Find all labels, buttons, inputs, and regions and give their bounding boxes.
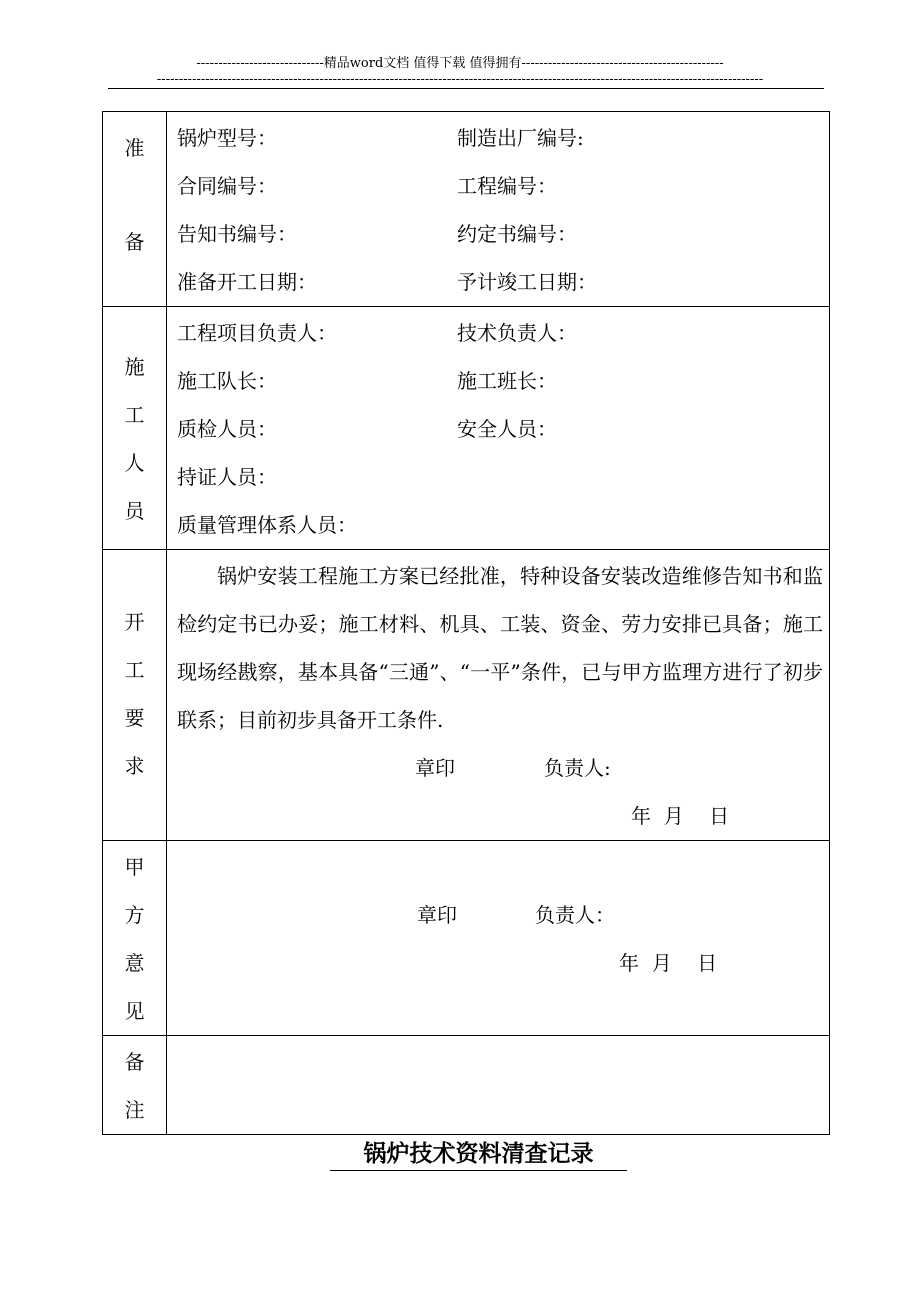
- field-row: [167, 162, 829, 210]
- technical-lead-field: 技术负责人：: [457, 321, 577, 345]
- section-label-staff: [103, 307, 167, 550]
- boiler-model-field: 锅炉型号：: [177, 126, 277, 150]
- notice-number-field: 告知书编号：: [177, 222, 297, 246]
- field-row: [167, 309, 829, 357]
- label-char: 开: [124, 610, 145, 634]
- label-char: 注: [124, 1098, 145, 1122]
- signature-row: [167, 891, 829, 939]
- date-row: [167, 792, 829, 840]
- header-banner: -----------------------------精品word文档 值得下载 值得拥有----------------------------------------------: [196, 56, 724, 71]
- date-label: 年 月 日: [631, 804, 730, 828]
- field-row: [167, 453, 829, 501]
- responsible-person-label: 负责人：: [535, 903, 615, 927]
- label-char: 工: [124, 658, 145, 682]
- factory-serial-field: 制造出厂编号:: [457, 126, 584, 150]
- label-char: 备: [124, 1050, 145, 1074]
- label-char: 要: [124, 706, 145, 730]
- label-char: 工: [124, 403, 145, 427]
- field-row: [167, 357, 829, 405]
- section-label-owner: [103, 841, 167, 1036]
- qms-staff-field: 质量管理体系人员：: [177, 513, 357, 537]
- date-row: [167, 939, 829, 987]
- shift-leader-field: 施工班长：: [457, 369, 557, 393]
- section-body-remark: [167, 1036, 830, 1135]
- project-number-field: 工程编号：: [457, 174, 557, 198]
- section-body-start: [167, 550, 830, 841]
- label-char: 甲: [124, 855, 145, 879]
- commencement-form-table: [102, 111, 830, 1135]
- next-section-title: 锅炉技术资料清查记录: [330, 1138, 627, 1171]
- label-char: 员: [124, 499, 145, 523]
- signature-row: [167, 744, 829, 792]
- section-body-prep: [167, 112, 830, 307]
- label-char: 求: [124, 754, 145, 778]
- header-dash-line: ------------------------------------------------------------------------------------------------------------------------------------------: [156, 72, 764, 87]
- seal-label: 章印: [417, 903, 457, 927]
- project-manager-field: 工程项目负责人：: [177, 321, 337, 345]
- label-char: 意: [124, 951, 145, 975]
- section-body-staff: [167, 307, 830, 550]
- contract-number-field: 合同编号：: [177, 174, 277, 198]
- section-label-prep: [103, 112, 167, 307]
- header-rule: [108, 88, 824, 89]
- label-char: 见: [124, 999, 145, 1023]
- certified-staff-field: 持证人员：: [177, 465, 277, 489]
- label-char: 施: [124, 355, 145, 379]
- quality-inspector-field: 质检人员：: [177, 417, 277, 441]
- section-body-owner: [167, 841, 830, 1036]
- field-row: [167, 114, 829, 162]
- label-char: 备: [124, 230, 145, 254]
- label-char: 准: [124, 136, 145, 160]
- field-row: [167, 210, 829, 258]
- field-row: [167, 258, 829, 306]
- field-row: [167, 501, 829, 549]
- team-leader-field: 施工队长：: [177, 369, 277, 393]
- seal-label: 章印: [415, 756, 455, 780]
- date-label: 年 月 日: [619, 951, 718, 975]
- start-requirements-text: 锅炉安装工程施工方案已经批准，特种设备安装改造维修告知书和监检约定书已办妥；施工材料、机具、工装、资金、劳力安排已具备；施工现场经戡察，基本具备“三通”、“一平”条件，已与甲方监理方进行了初步联系；目前初步具备开工条件.: [177, 564, 823, 732]
- label-char: 人: [124, 451, 145, 475]
- section-label-remark: [103, 1036, 167, 1135]
- section-label-start: [103, 550, 167, 841]
- responsible-person-label: 负责人:: [544, 756, 611, 780]
- label-char: 方: [124, 903, 145, 927]
- planned-start-date-field: 准备开工日期：: [177, 270, 317, 294]
- planned-completion-date-field: 予计竣工日期：: [457, 270, 597, 294]
- safety-officer-field: 安全人员：: [457, 417, 557, 441]
- agreement-number-field: 约定书编号：: [457, 222, 577, 246]
- field-row: [167, 405, 829, 453]
